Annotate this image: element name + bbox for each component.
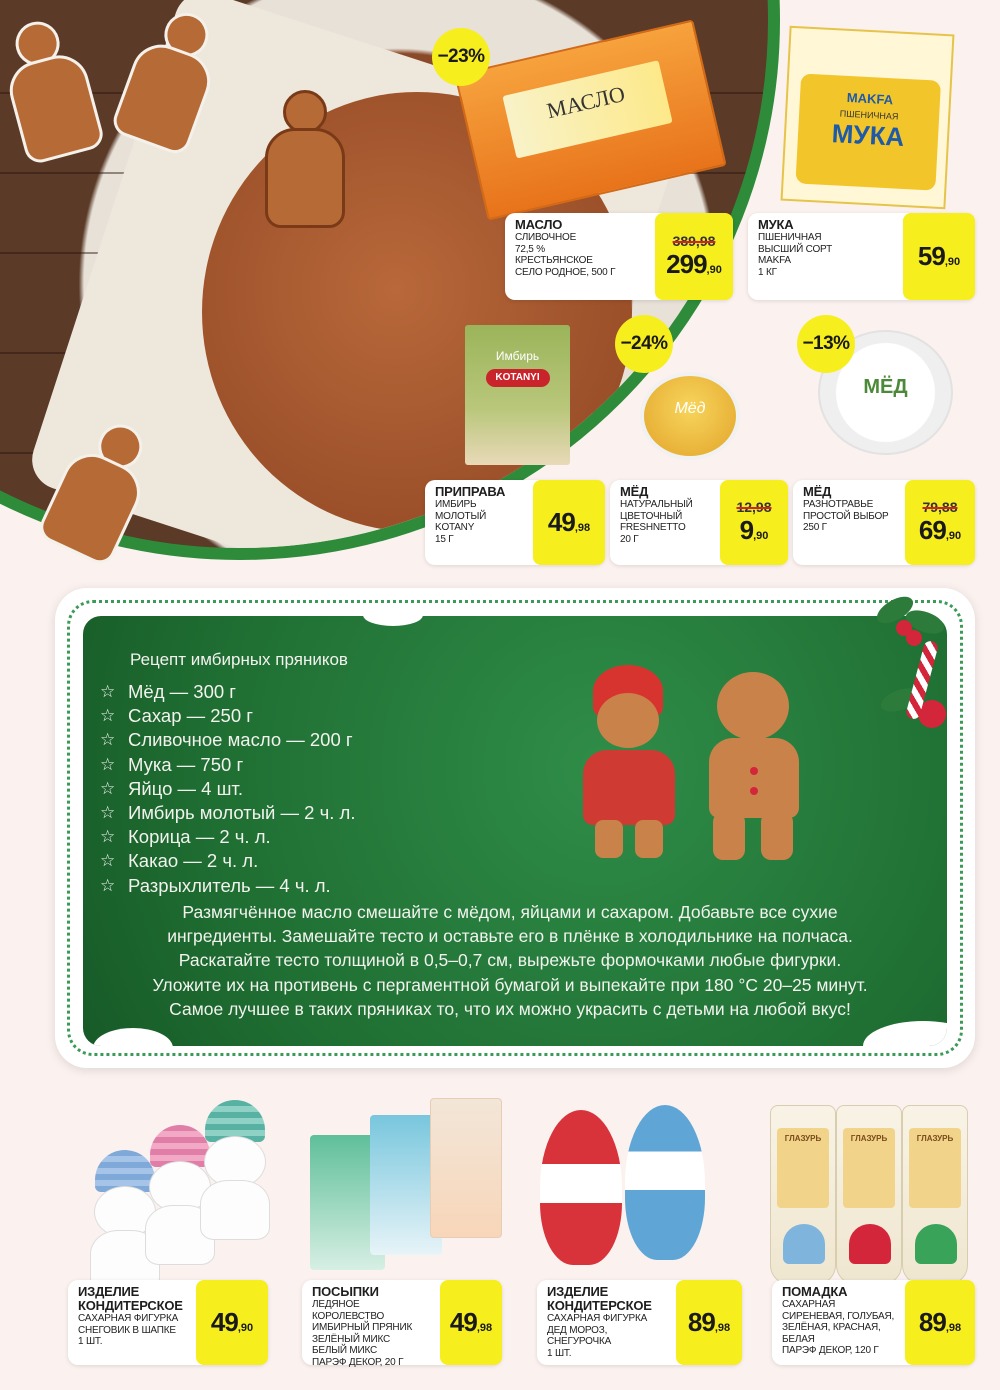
glaze-tube-image: ГЛАЗУРЬ xyxy=(770,1105,836,1285)
product-desc: 1 ШТ. xyxy=(547,1347,572,1359)
product-desc: 20 Г xyxy=(620,533,639,545)
product-desc: ИМБИРНЫЙ ПРЯНИК xyxy=(312,1322,413,1333)
price-box xyxy=(440,1280,502,1365)
product-card-sprinkles[interactable] xyxy=(302,1280,502,1368)
product-card-butter[interactable] xyxy=(505,213,733,300)
star-outline-icon: ☆ xyxy=(100,803,116,823)
product-desc: 15 Г xyxy=(435,533,454,545)
product-name: КОНДИТЕРСКОЕ xyxy=(547,1298,652,1313)
product-name: ПОСЫПКИ xyxy=(312,1284,379,1299)
ingredient-item: ☆ Разрыхлитель — 4 ч. л. xyxy=(100,874,331,896)
star-outline-icon: ☆ xyxy=(100,754,116,774)
ingredient-item: ☆ Мёд — 300 г xyxy=(100,681,237,703)
product-desc: ИМБИРЬ xyxy=(435,499,477,510)
snegurochka-figure-image xyxy=(625,1105,705,1260)
product-desc: 1 КГ xyxy=(758,266,777,278)
holly-icon xyxy=(870,590,960,750)
product-name: ИЗДЕЛИЕ xyxy=(547,1284,609,1299)
product-name: ПРИПРАВА xyxy=(435,484,506,499)
product-desc: ЦВЕТОЧНЫЙ xyxy=(620,510,683,522)
ginger-spice-image: Имбирь KOTANYI xyxy=(465,325,570,465)
method-line: Раскатайте тесто толщиной в 0,5–0,7 см, вырежьте формочками любые фигурки. xyxy=(178,950,842,971)
discount-badge: −24% xyxy=(615,315,673,373)
product-desc: ПРОСТОЙ ВЫБОР xyxy=(803,510,889,522)
price: 59,90 xyxy=(917,241,961,271)
honey-portion-image: Мёд xyxy=(640,372,740,460)
ingredient-item: ☆ Мука — 750 г xyxy=(100,753,244,775)
star-outline-icon: ☆ xyxy=(100,682,116,702)
product-name: МУКА xyxy=(758,217,794,232)
price-box xyxy=(196,1280,268,1365)
ingredient-item: ☆ Корица — 2 ч. л. xyxy=(100,826,271,848)
price: 69,90 xyxy=(918,515,962,545)
price-box xyxy=(905,480,975,565)
method-line: Размягчённое масло смешайте с мёдом, яйцами и сахаром. Добавьте все сухие xyxy=(182,902,838,922)
product-name: МЁД xyxy=(620,484,649,499)
product-desc: KOTANY xyxy=(435,522,475,533)
star-outline-icon: ☆ xyxy=(100,875,116,895)
snowman-figure-image xyxy=(200,1100,270,1240)
product-desc: ЛЕДЯНОЕ КОРОЛЕВСТВО xyxy=(312,1299,385,1322)
price: 89,98 xyxy=(918,1307,962,1337)
product-card-flour[interactable] xyxy=(748,213,975,300)
old-price: 79,88 xyxy=(922,499,958,515)
price: 49,90 xyxy=(210,1307,254,1337)
recipe-title: Рецепт имбирных пряников xyxy=(130,650,348,669)
ingredient-item: ☆ Какао — 2 ч. л. xyxy=(100,850,259,872)
old-price: 389,98 xyxy=(672,233,716,249)
product-desc: FRESHNETTO xyxy=(620,522,686,533)
flour-package-image: MAKFA ПШЕНИЧНАЯ МУКА xyxy=(781,26,955,209)
product-card-honey-mixed[interactable] xyxy=(793,480,975,565)
discount-badge: −23% xyxy=(432,28,490,86)
star-outline-icon: ☆ xyxy=(100,851,116,871)
product-desc: САХАРНАЯ ФИГУРКА xyxy=(78,1313,179,1324)
method-line: ингредиенты. Замешайте тесто и оставьте его в плёнке в холодильнике на полчаса. xyxy=(167,926,853,947)
product-desc: САХАРНАЯ ФИГУРКА xyxy=(547,1313,648,1324)
butter-package-image: МАСЛО xyxy=(454,19,726,220)
star-outline-icon: ☆ xyxy=(100,827,116,847)
product-desc: НАТУРАЛЬНЫЙ xyxy=(620,499,693,510)
glaze-tube-image: ГЛАЗУРЬ xyxy=(902,1105,968,1285)
price: 49,98 xyxy=(449,1307,493,1337)
method-line: Самое лучшее в таких пряниках то, что их можно украсить с детьми на любой вкус! xyxy=(169,998,851,1019)
product-desc: СЕЛО РОДНОЕ, 500 Г xyxy=(515,266,616,278)
product-desc: СИРЕНЕВАЯ, ГОЛУБАЯ, xyxy=(782,1310,895,1322)
star-outline-icon: ☆ xyxy=(100,730,116,750)
product-desc: 1 ШТ. xyxy=(78,1336,103,1347)
product-desc: ВЫСШИЙ СОРТ xyxy=(758,243,832,255)
product-desc: КРЕСТЬЯНСКОЕ xyxy=(515,255,593,266)
ded-moroz-figure-image xyxy=(540,1110,622,1265)
product-card-snowman[interactable] xyxy=(68,1280,268,1365)
product-desc: MAKFA xyxy=(758,255,791,266)
price-box xyxy=(655,213,733,300)
product-card-honey-natural[interactable] xyxy=(610,480,788,565)
price: 9,90 xyxy=(739,515,769,545)
product-desc: СЛИВОЧНОЕ xyxy=(515,232,577,243)
product-name: МАСЛО xyxy=(515,217,563,232)
product-desc: ПШЕНИЧНАЯ xyxy=(758,232,822,243)
product-desc: ПАРЭФ ДЕКОР, 120 Г xyxy=(782,1345,879,1356)
product-card-spice[interactable] xyxy=(425,480,605,565)
product-desc: СНЕГОВИК В ШАПКЕ xyxy=(78,1324,176,1336)
product-name: КОНДИТЕРСКОЕ xyxy=(78,1298,183,1313)
product-desc: 72,5 % xyxy=(515,243,545,255)
product-card-glaze[interactable] xyxy=(772,1280,975,1365)
price-box xyxy=(533,480,605,565)
product-desc: МОЛОТЫЙ xyxy=(435,510,487,522)
price: 89,98 xyxy=(687,1307,731,1337)
product-card-figures[interactable] xyxy=(537,1280,742,1365)
recipe-method xyxy=(95,900,925,1021)
product-name: ПОМАДКА xyxy=(782,1284,848,1299)
price-box xyxy=(903,213,975,300)
gingerbread-man-illustration xyxy=(695,672,820,867)
sprinkles-packet-image xyxy=(430,1098,502,1238)
ingredient-item: ☆ Сахар — 250 г xyxy=(100,705,254,727)
price: 299,90 xyxy=(666,249,722,279)
ingredient-item: ☆ Имбирь молотый — 2 ч. л. xyxy=(100,802,356,824)
ingredient-item: ☆ Сливочное масло — 200 г xyxy=(100,729,353,751)
product-name: МЁД xyxy=(803,484,832,499)
discount-badge: −13% xyxy=(797,315,855,373)
product-desc: ЗЕЛЁНЫЙ МИКС xyxy=(312,1333,391,1345)
glaze-tube-image: ГЛАЗУРЬ xyxy=(836,1105,902,1285)
old-price: 12,98 xyxy=(736,499,772,515)
product-desc: ДЕД МОРОЗ, СНЕГУРОЧКА xyxy=(547,1324,612,1347)
product-desc: ПАРЭФ ДЕКОР, 20 Г xyxy=(312,1356,404,1368)
ingredient-item: ☆ Яйцо — 4 шт. xyxy=(100,777,243,799)
price: 49,98 xyxy=(547,507,591,537)
ingredient-list xyxy=(100,680,355,898)
price-box xyxy=(720,480,788,565)
method-line: Уложите их на противень с пергаментной бумагой и выпекайте при 180 °С 20–25 минут. xyxy=(152,974,868,995)
price-box xyxy=(905,1280,975,1365)
product-desc: САХАРНАЯ xyxy=(782,1299,836,1310)
star-outline-icon: ☆ xyxy=(100,706,116,726)
star-outline-icon: ☆ xyxy=(100,778,116,798)
product-desc: 250 Г xyxy=(803,522,827,533)
product-desc: РАЗНОТРАВЬЕ xyxy=(803,499,874,510)
product-desc: БЕЛАЯ xyxy=(782,1333,815,1345)
gingerbread-santa-illustration xyxy=(575,665,690,860)
product-desc: БЕЛЫЙ МИКС xyxy=(312,1345,378,1356)
price-box xyxy=(676,1280,742,1365)
honey-tub-image: МЁД xyxy=(818,330,953,455)
product-desc: ЗЕЛЁНАЯ, КРАСНАЯ, xyxy=(782,1322,881,1333)
product-name: ИЗДЕЛИЕ xyxy=(78,1284,140,1299)
